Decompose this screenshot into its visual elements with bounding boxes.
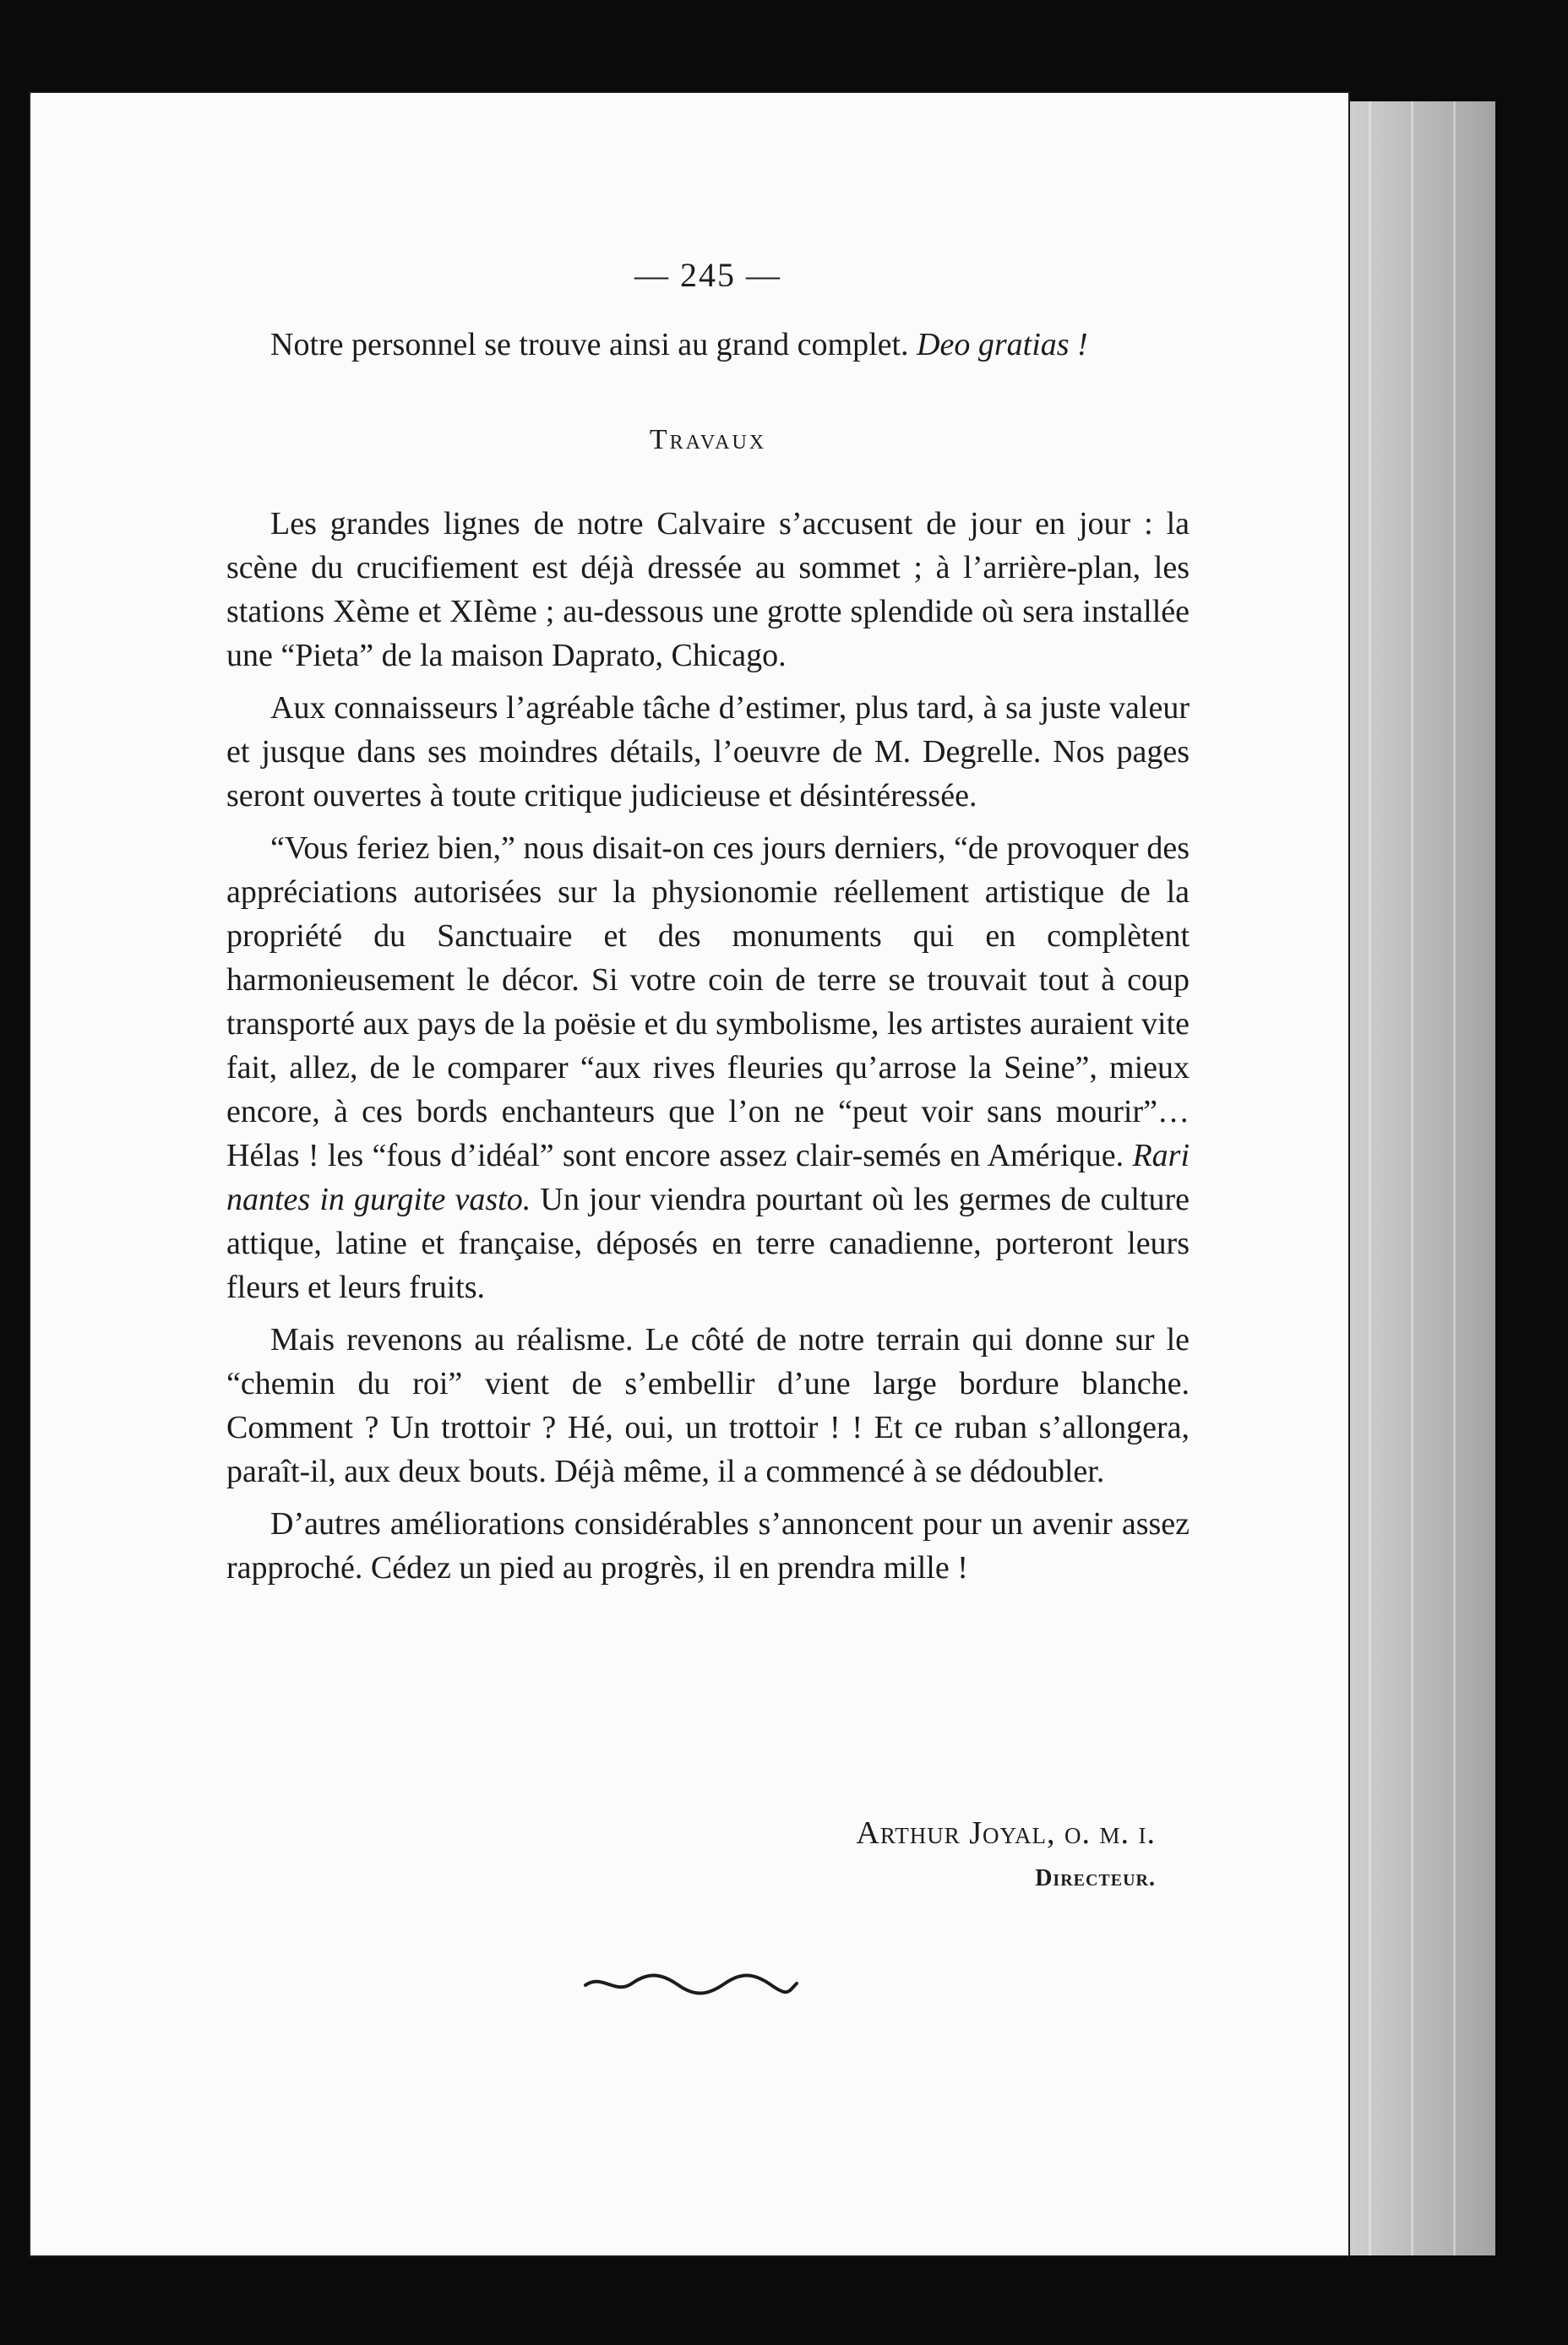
signature-name: Arthur Joyal, o. m. i.: [856, 1815, 1156, 1851]
paragraph: Aux connaisseurs l’agréable tâche d’estimer, plus tard, à sa juste valeur et jusque dans ses moindres détails, l’oeuvre de M. Degrelle. Nos pages seront ouvertes à toute critique judicieuse et désintéressée.: [226, 690, 1190, 813]
opening-text: Notre personnel se trouve ainsi au grand complet.: [270, 327, 909, 362]
paragraph: Mais revenons au réalisme. Le côté de notre terrain qui donne sur le “chemin du roi” vient de s’embellir d’une large bordure blanche. Comment ? Un trottoir ? Hé, oui, un trottoir ! ! Et ce ruban s’allongera, paraît-il, aux deux bouts. Déjà même, il a commencé à se dédoubler.: [226, 1322, 1190, 1489]
wave-ornament: [581, 1967, 801, 2000]
paragraph: Les grandes lignes de notre Calvaire s’accusent de jour en jour : la scène du crucifiement est déjà dressée au sommet ; à l’arrière-plan, les stations Xème et XIème ; au-dessous une grotte splendide où sera installée une “Pieta” de la maison Daprato, Chicago.: [226, 506, 1190, 673]
paragraph: D’autres améliorations considérables s’annoncent pour un avenir assez rapproché. Cédez un pied au progrès, il en prendra mille !: [226, 1506, 1190, 1586]
paragraph-text: “Vous feriez bien,” nous disait-on ces jours derniers, “de provoquer des appréciations autorisées sur la physionomie réellement artistique de la propriété du Sanctuaire et des monuments qui en complètent harmonieusement le décor. Si votre coin de terre se trouvait tout à coup transporté aux pays de la poësie et du symbolisme, les artistes auraient vite fait, allez, de le comparer “aux rives fleuries qu’arrose la Seine”, mieux encore, à ces bords enchanteurs que l’on ne “peut voir sans mourir”… Hélas ! les “fous d’idéal” sont encore assez clair-semés en Amérique.: [226, 830, 1190, 1173]
signature-title: Directeur.: [1035, 1865, 1156, 1891]
paragraph-text: Un jour viendra pourtant où les germes de culture attique, latine et française, déposés en terre canadienne, porteront leurs fleurs et leurs fruits.: [226, 1182, 1190, 1305]
body-text: [226, 502, 1190, 1598]
opening-italic: Deo gratias !: [917, 327, 1088, 362]
book-page: [30, 93, 1348, 2255]
opening-sentence: [226, 323, 1190, 367]
signature: [856, 1815, 1156, 1892]
page-edge-line: [1411, 101, 1413, 2255]
section-title: Travaux: [649, 424, 767, 455]
page-number: — 245 —: [634, 256, 781, 294]
page-edge-line: [1453, 101, 1456, 2255]
paragraph: [226, 826, 1190, 1309]
latin-quote: Rari nantes in gurgite vasto.: [226, 1138, 1190, 1217]
page-edge-line: [1369, 101, 1371, 2255]
